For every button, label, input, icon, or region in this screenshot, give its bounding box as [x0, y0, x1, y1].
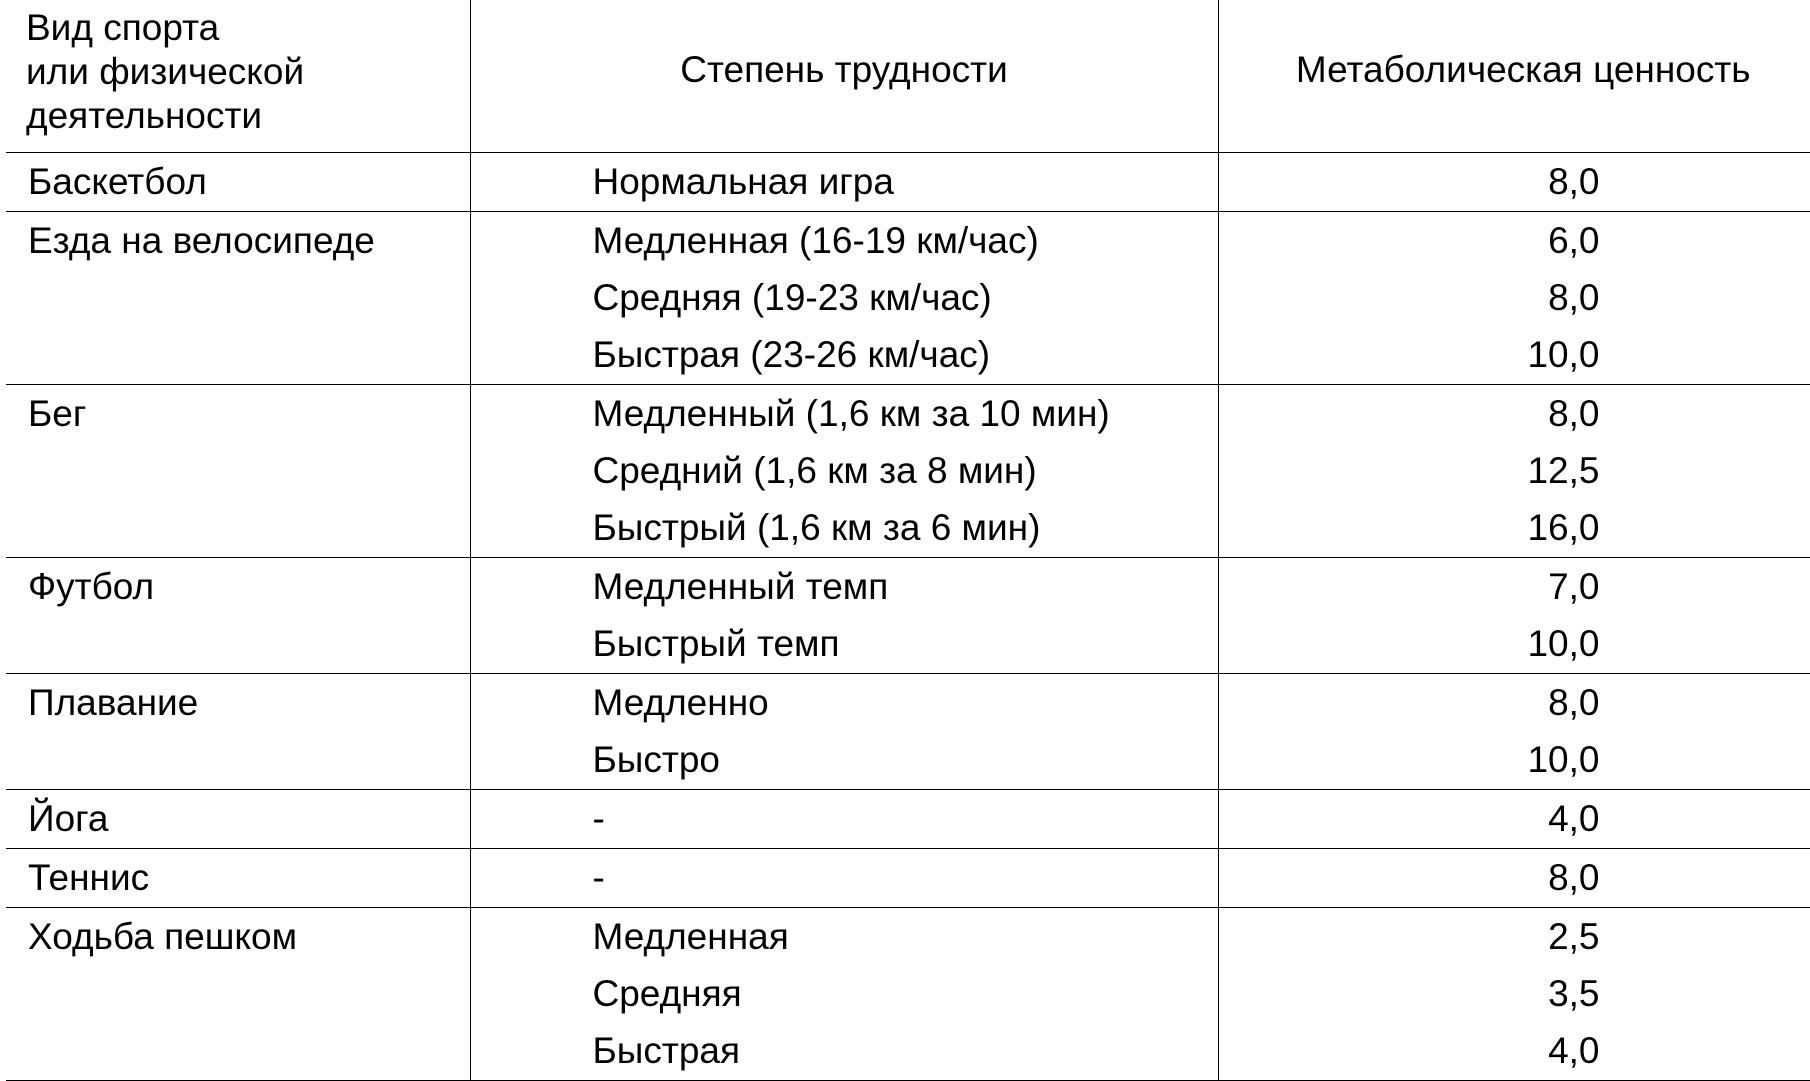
- difficulty-cell: [470, 558, 1218, 674]
- sport-cell: [6, 908, 470, 1081]
- metabolic-value: 12,5: [1527, 450, 1600, 491]
- header-sport-line: или физической: [26, 51, 305, 92]
- difficulty-cell: [470, 674, 1218, 790]
- sport-name: Йога: [28, 798, 109, 839]
- difficulty-level: Средний (1,6 км за 8 мин): [592, 450, 1037, 491]
- table-header: [6, 0, 1810, 153]
- difficulty-cell: [470, 790, 1218, 849]
- metabolic-value: 7,0: [1548, 566, 1600, 607]
- metabolic-value-cell: [1218, 790, 1810, 849]
- difficulty-cell: [470, 849, 1218, 908]
- difficulty-level: Медленная: [592, 916, 789, 957]
- table-row: [6, 212, 1810, 385]
- sport-name: Ходьба пешком: [28, 916, 298, 957]
- metabolic-value: 8,0: [1548, 393, 1600, 434]
- table-row: [6, 385, 1810, 558]
- difficulty-level: Медленно: [592, 682, 769, 723]
- metabolic-value: 8,0: [1548, 277, 1600, 318]
- metabolic-value-cell: [1218, 558, 1810, 674]
- table-row: [6, 558, 1810, 674]
- difficulty-cell: [470, 153, 1218, 212]
- difficulty-level: Быстро: [592, 739, 720, 780]
- metabolic-value-cell: [1218, 849, 1810, 908]
- sport-name: Бег: [28, 393, 87, 434]
- difficulty-level: Быстрый (1,6 км за 6 мин): [592, 507, 1041, 548]
- sport-cell: [6, 790, 470, 849]
- metabolic-value: 8,0: [1548, 682, 1600, 723]
- metabolic-value-cell: [1218, 212, 1810, 385]
- difficulty-level: Нормальная игра: [592, 161, 894, 202]
- table-row: [6, 908, 1810, 1081]
- metabolic-value: 16,0: [1527, 507, 1600, 548]
- difficulty-level: Средняя: [592, 973, 742, 1014]
- metabolic-value: 8,0: [1548, 161, 1600, 202]
- metabolic-value: 3,5: [1548, 973, 1600, 1014]
- header-difficulty: Степень трудности: [470, 0, 1218, 153]
- sport-name: Теннис: [28, 857, 150, 898]
- table-row: [6, 674, 1810, 790]
- sport-cell: [6, 849, 470, 908]
- difficulty-cell: [470, 212, 1218, 385]
- sport-cell: [6, 385, 470, 558]
- metabolic-value: 10,0: [1527, 623, 1600, 664]
- metabolic-value: 8,0: [1548, 857, 1600, 898]
- difficulty-level: Медленный темп: [592, 566, 889, 607]
- metabolic-value: 4,0: [1548, 798, 1600, 839]
- metabolic-value-cell: [1218, 153, 1810, 212]
- metabolic-value: 6,0: [1548, 220, 1600, 261]
- table-row: [6, 849, 1810, 908]
- table-body: [6, 153, 1810, 1081]
- difficulty-level: Медленная (16-19 км/час): [592, 220, 1039, 261]
- sport-name: Баскетбол: [28, 161, 207, 202]
- sport-name: Плавание: [28, 682, 199, 723]
- header-row: [6, 0, 1810, 153]
- sport-cell: [6, 212, 470, 385]
- difficulty-level: Быстрая (23-26 км/час): [592, 334, 991, 375]
- table-row: [6, 790, 1810, 849]
- difficulty-level: -: [592, 798, 605, 839]
- difficulty-level: -: [592, 857, 605, 898]
- metabolic-value-cell: [1218, 674, 1810, 790]
- metabolic-value: 2,5: [1548, 916, 1600, 957]
- header-sport-line: деятельности: [26, 95, 263, 136]
- sport-name: Футбол: [28, 566, 155, 607]
- metabolic-value: 10,0: [1527, 739, 1600, 780]
- difficulty-cell: [470, 908, 1218, 1081]
- table-row: [6, 153, 1810, 212]
- difficulty-level: Быстрый темп: [592, 623, 840, 664]
- metabolic-value: 10,0: [1527, 334, 1600, 375]
- metabolic-value-cell: [1218, 385, 1810, 558]
- difficulty-cell: [470, 385, 1218, 558]
- sport-cell: [6, 558, 470, 674]
- difficulty-level: Быстрая: [592, 1030, 741, 1071]
- header-sport-line: Вид спорта: [26, 7, 220, 48]
- sport-cell: [6, 153, 470, 212]
- metabolic-value-cell: [1218, 908, 1810, 1081]
- metabolic-value: 4,0: [1548, 1030, 1600, 1071]
- sport-name: Езда на велосипеде: [28, 220, 375, 261]
- difficulty-level: Средняя (19-23 км/час): [592, 277, 992, 318]
- header-sport: [6, 0, 470, 153]
- metabolic-value-table: [6, 0, 1810, 1081]
- header-metabolic-value: Метаболическая ценность: [1218, 0, 1810, 153]
- sport-cell: [6, 674, 470, 790]
- difficulty-level: Медленный (1,6 км за 10 мин): [592, 393, 1110, 434]
